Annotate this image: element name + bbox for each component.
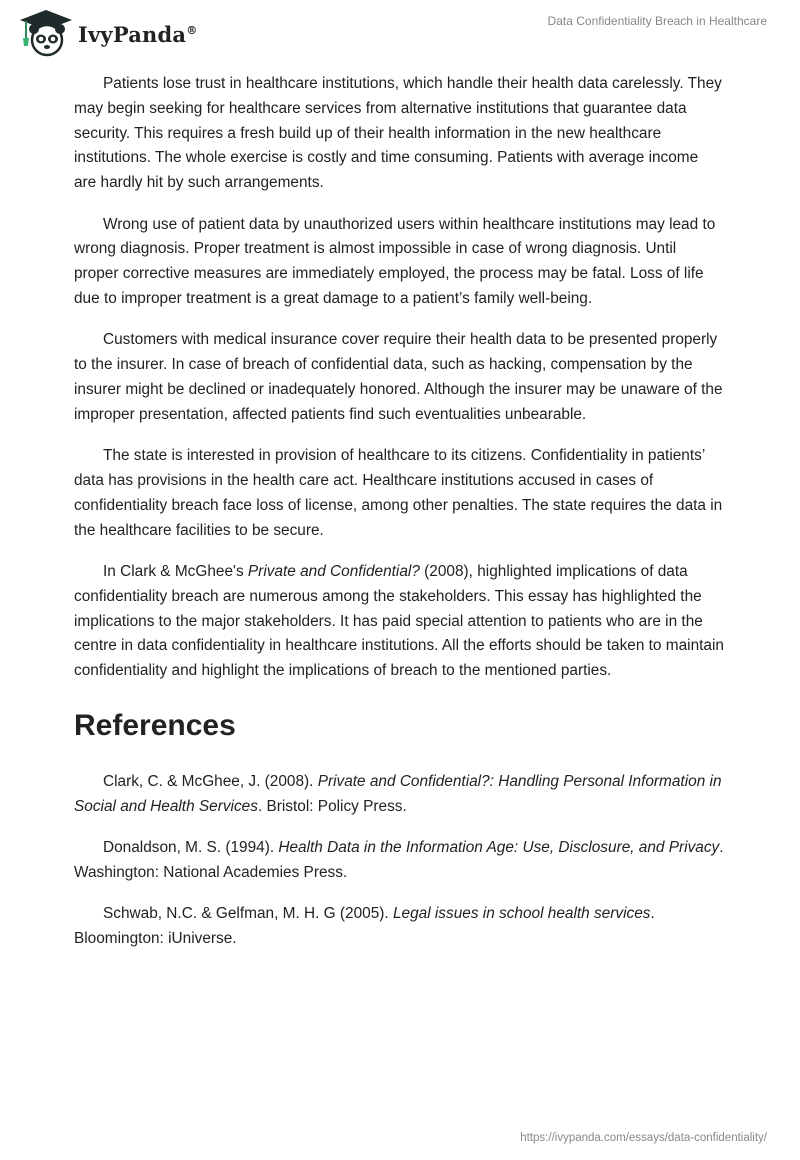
paragraph-trust: Patients lose trust in healthcare institutions, which handle their health data carelessly. They may begin seeking for healthcare services from alternative institutions that guarantee data security. This requires a fresh build up of their health information in the new healthcare institutions. The whole exercise is costly and time consuming. Patients with average income are hardly hit by such arrangements.: [74, 75, 722, 192]
brand-name: IvyPanda®: [78, 21, 198, 47]
document-title: Data Confidentiality Breach in Healthcare: [547, 14, 767, 28]
source-url[interactable]: https://ivypanda.com/essays/data-confidentiality/: [520, 1132, 767, 1144]
paragraph-state: The state is interested in provision of healthcare to its citizens. Confidentiality in patients’ data has provisions in the health care act. Healthcare institutions accused in cases of confidentiality breach face loss of license, among other penalties. The state requires the data in the healthcare facilities to be secure.: [74, 447, 723, 539]
cited-title: Private and Confidential?: [247, 562, 420, 580]
paragraph-conclusion: In Clark & McGhee's Private and Confidential? (2008), highlighted implications of data confidentiality breach are numerous among the stakeholders. This essay has highlighted the implications to the major stakeholders. It has paid special attention to patients who are in the centre in data confidentiality in healthcare institutions. All the efforts should be taken to maintain confidentiality and highlight the implications of breach to the mentioned parties.: [74, 562, 724, 680]
reference-item: Schwab, N.C. & Gelfman, M. H. G (2005). Legal issues in school health services. Bloomington: iUniverse.: [74, 905, 655, 948]
page-header: [0, 0, 800, 64]
reference-item: Clark, C. & McGhee, J. (2008). Private and Confidential?: Handling Personal Information in Social and Health Services. Bristol: Policy Press.: [74, 772, 722, 815]
essay-body: [74, 72, 724, 968]
registered-mark: ®: [186, 23, 198, 37]
references-heading: References: [74, 708, 236, 742]
reference-item: Donaldson, M. S. (1994). Health Data in the Information Age: Use, Disclosure, and Privacy. Washington: National Academies Press.: [74, 839, 724, 881]
panda-graduate-icon: [16, 8, 76, 58]
paragraph-diagnosis: Wrong use of patient data by unauthorized users within healthcare institutions may lead to wrong diagnosis. Proper treatment is almost impossible in case of wrong diagnosis. Until proper corrective measures are immediately employed, the process may be fatal. Loss of life due to improper treatment is a great damage to a patient’s family well-being.: [74, 215, 716, 307]
paragraph-insurance: Customers with medical insurance cover require their health data to be presented properly to the insurer. In case of breach of confidential data, such as hacking, compensation by the insurer might be declined or inadequately honored. Although the insurer may be unaware of the improper presentation, affected patients find such eventualities unbearable.: [74, 331, 723, 423]
brand-logo[interactable]: [16, 8, 197, 58]
